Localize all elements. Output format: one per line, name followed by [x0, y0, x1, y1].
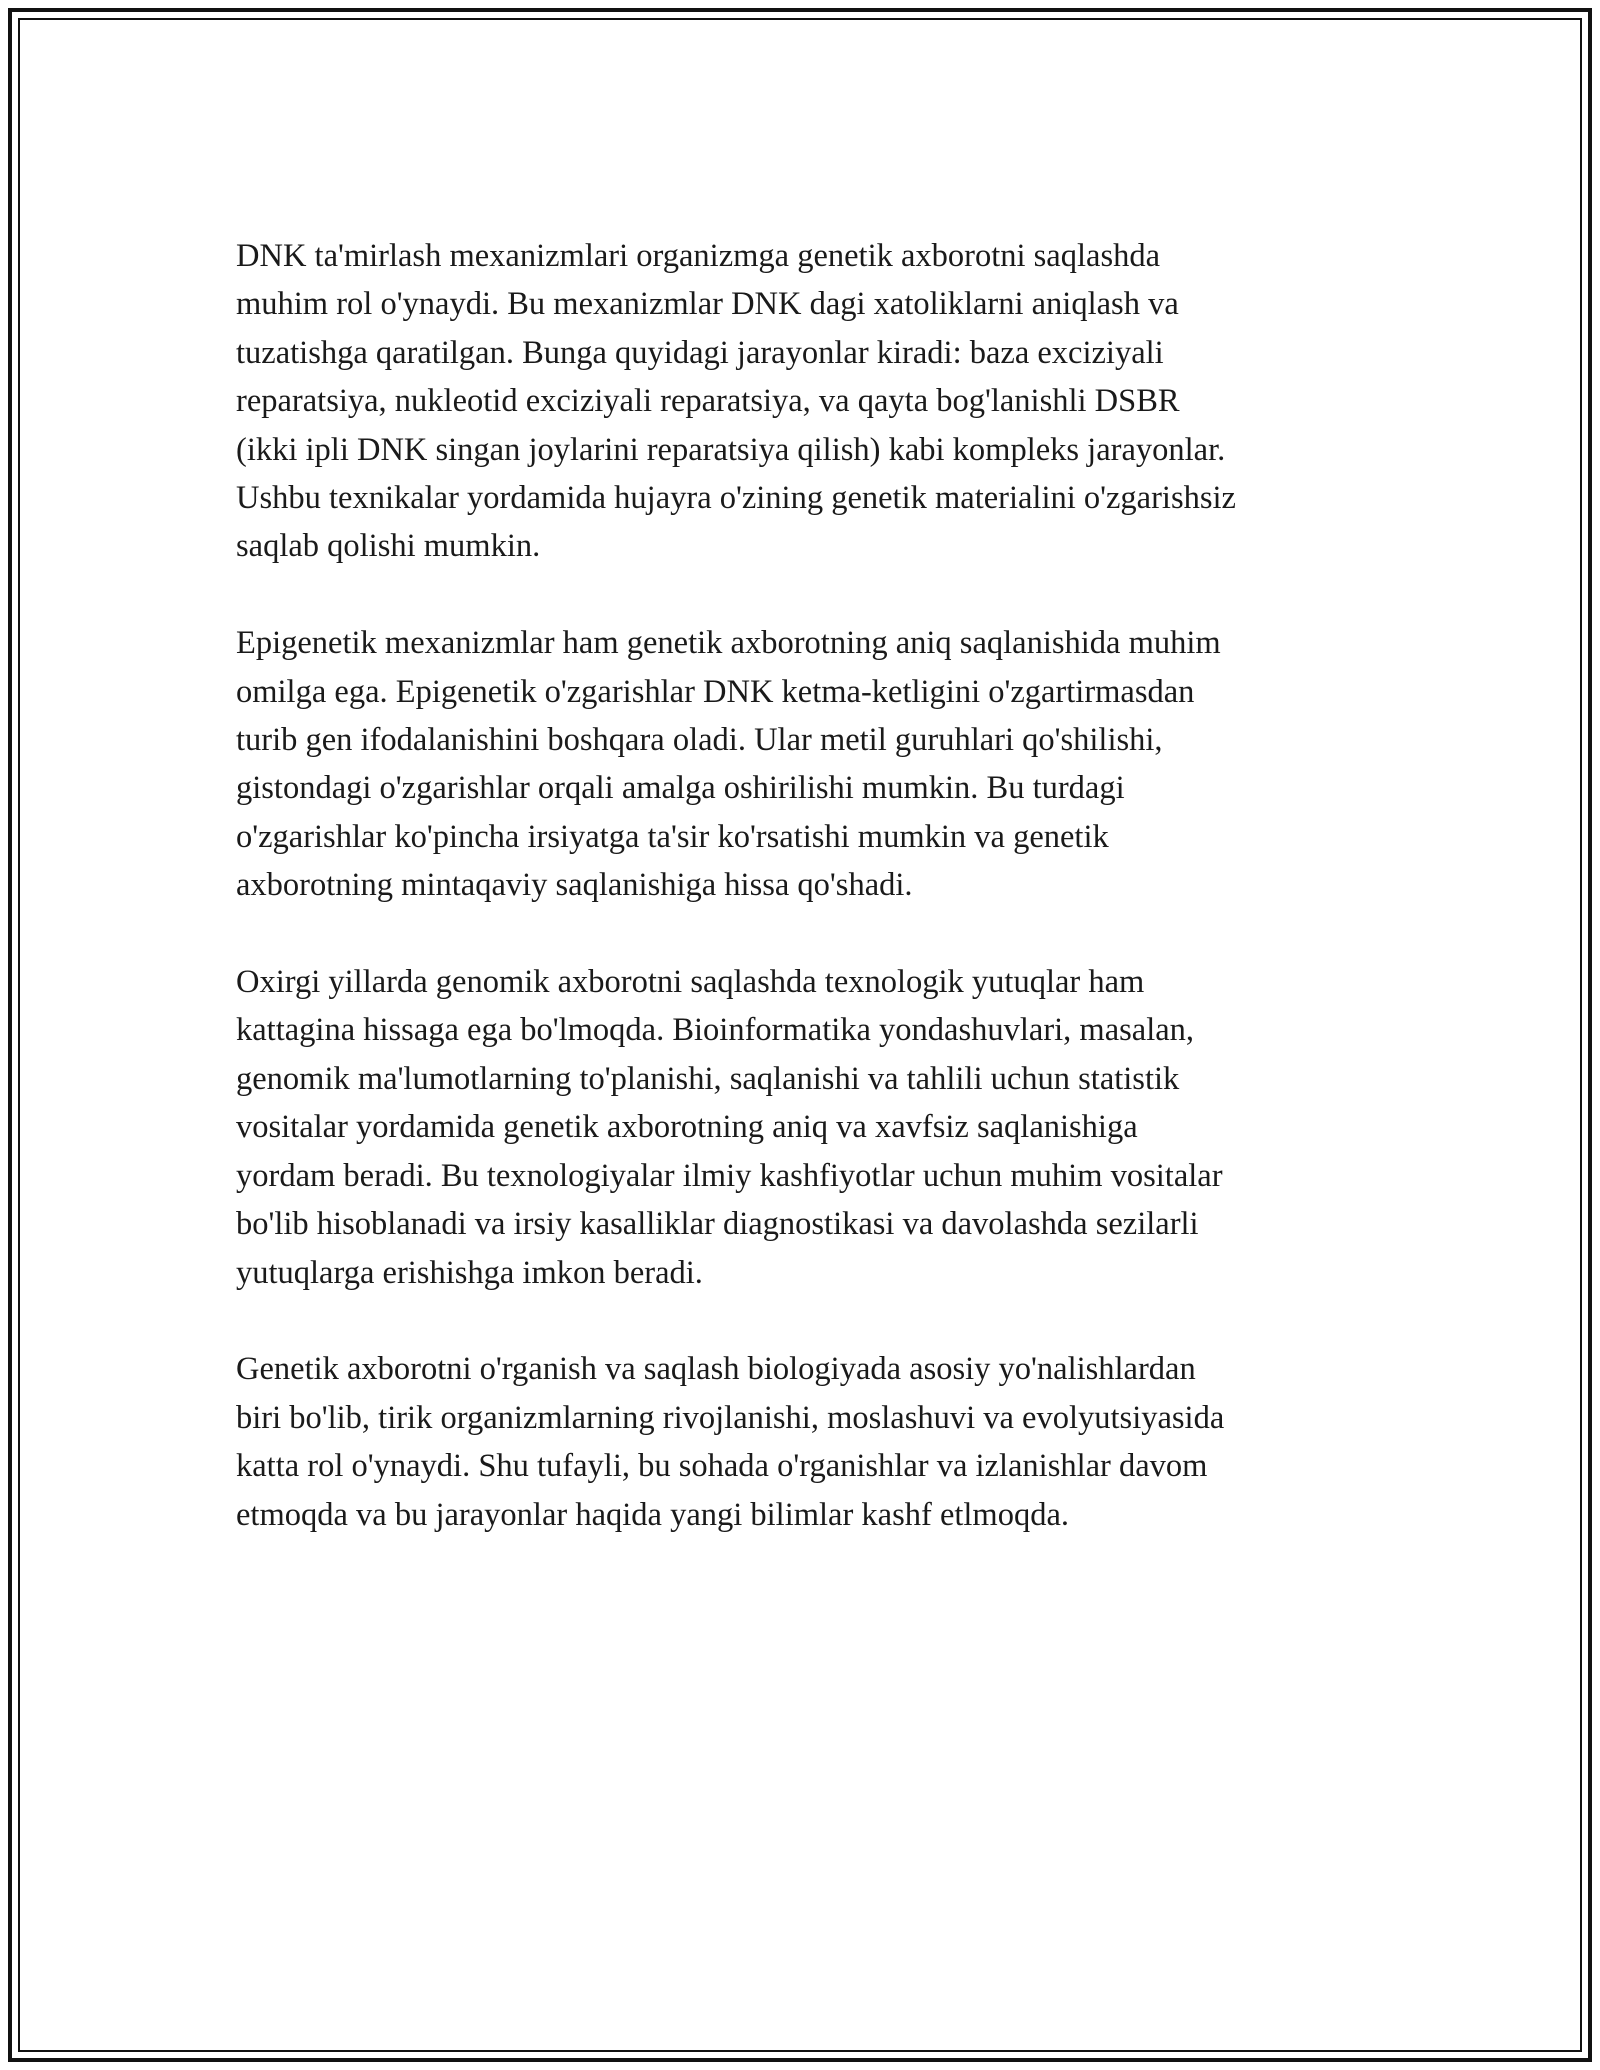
- text-line: kattagina hissaga ega bo'lmoqda. Bioinformatika yondashuvlari, masalan,: [236, 1012, 1195, 1049]
- text-line: yutuqlarga erishishga imkon beradi.: [236, 1254, 703, 1291]
- text-line: yordam beradi. Bu texnologiyalar ilmiy kashfiyotlar uchun muhim vositalar: [236, 1157, 1223, 1194]
- text-line: genomik ma'lumotlarning to'planishi, saqlanishi va tahlili uchun statistik: [236, 1060, 1180, 1097]
- paragraph-conclusion: [236, 1345, 1386, 1539]
- paragraph-dna-repair: [236, 232, 1386, 571]
- text-line: reparatsiya, nukleotid exciziyali reparatsiya, va qayta bog'lanishli DSBR: [236, 383, 1180, 420]
- text-line: (ikki ipli DNK singan joylarini reparatsiya qilish) kabi kompleks jarayonlar.: [236, 431, 1226, 468]
- paragraph-technology: [236, 958, 1386, 1297]
- text-line: turib gen ifodalanishini boshqara oladi. Ular metil guruhlari qo'shilishi,: [236, 722, 1163, 759]
- text-line: katta rol o'ynaydi. Shu tufayli, bu sohada o'rganishlar va izlanishlar davom: [236, 1448, 1208, 1485]
- text-line: DNK ta'mirlash mexanizmlari organizmga genetik axborotni saqlashda: [236, 238, 1161, 274]
- text-line: axborotning mintaqaviy saqlanishiga hissa qo'shadi.: [236, 867, 913, 904]
- text-line: Ushbu texnikalar yordamida hujayra o'zining genetik materialini o'zgarishsiz: [236, 480, 1236, 517]
- paragraph-epigenetics: [236, 619, 1386, 909]
- text-line: tuzatishga qaratilgan. Bunga quyidagi jarayonlar kiradi: baza exciziyali: [236, 334, 1164, 371]
- text-line: muhim rol o'ynaydi. Bu mexanizmlar DNK dagi xatoliklarni aniqlash va: [236, 286, 1179, 323]
- text-line: omilga ega. Epigenetik o'zgarishlar DNK ketma-ketligini o'zgartirmasdan: [236, 673, 1195, 710]
- text-line: etmoqda va bu jarayonlar haqida yangi bilimlar kashf etlmoqda.: [236, 1496, 1070, 1533]
- text-line: saqlab qolishi mumkin.: [236, 528, 541, 565]
- document-body: [236, 232, 1386, 1587]
- text-line: Genetik axborotni o'rganish va saqlash biologiyada asosiy yo'nalishlardan: [236, 1351, 1196, 1388]
- text-line: o'zgarishlar ko'pincha irsiyatga ta'sir ko'rsatishi mumkin va genetik: [236, 818, 1109, 855]
- text-line: vositalar yordamida genetik axborotning aniq va xavfsiz saqlanishiga: [236, 1109, 1138, 1146]
- text-line: Oxirgi yillarda genomik axborotni saqlashda texnologik yutuqlar ham: [236, 964, 1145, 1001]
- text-line: bo'lib hisoblanadi va irsiy kasalliklar diagnostikasi va davolashda sezilarli: [236, 1206, 1199, 1243]
- text-line: gistondagi o'zgarishlar orqali amalga oshirilishi mumkin. Bu turdagi: [236, 770, 1125, 807]
- text-line: Epigenetik mexanizmlar ham genetik axborotning aniq saqlanishida muhim: [236, 625, 1221, 662]
- text-line: biri bo'lib, tirik organizmlarning rivojlanishi, moslashuvi va evolyutsiyasida: [236, 1399, 1225, 1436]
